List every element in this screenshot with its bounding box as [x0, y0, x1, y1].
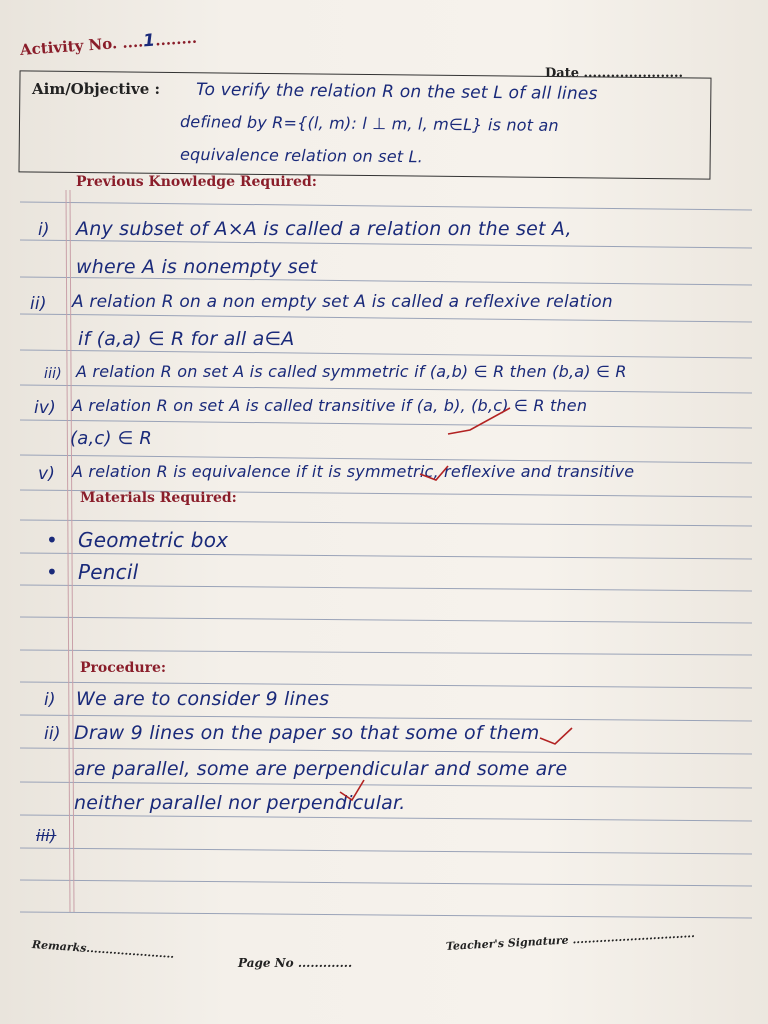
materials-bullet-1: •: [46, 528, 58, 552]
activity-label-text: Activity No. ....: [19, 32, 144, 59]
previous-item-1-line-1: Any subset of A×A is called a relation on the set A,: [76, 218, 572, 240]
procedure-marker-1: i): [44, 690, 56, 710]
procedure-item-2-line-2: are parallel, some are perpendicular and some are: [74, 758, 568, 780]
aim-line-3: equivalence relation on set L.: [179, 144, 424, 167]
activity-number: 1: [142, 30, 156, 52]
procedure-item-2-line-3: neither parallel nor perpendicular.: [74, 792, 406, 814]
materials-item-2: Pencil: [78, 560, 139, 584]
check-mark-1: [448, 408, 510, 434]
procedure-item-1-line-1: We are to consider 9 lines: [76, 688, 330, 710]
previous-item-2-line-1: A relation R on a non empty set A is called a reflexive relation: [72, 292, 613, 312]
aim-label-text: Aim/Objective: [32, 80, 150, 98]
previous-item-3-line-1: A relation R on set A is called symmetric if (a,b) ∈ R then (b,a) ∈ R: [76, 362, 627, 381]
procedure-marker-3: iii): [36, 826, 57, 845]
previous-item-4-line-2: (a,c) ∈ R: [70, 428, 153, 449]
page-number-label: Page No .............: [238, 956, 353, 970]
previous-marker-2: ii): [30, 294, 47, 314]
activity-trail: ........: [154, 28, 198, 50]
previous-marker-5: v): [38, 464, 56, 484]
materials-bullet-2: •: [46, 560, 58, 584]
aim-line-1: To verify the relation R on the set L of all lines: [195, 79, 598, 105]
previous-marker-3: iii): [44, 366, 62, 382]
aim-colon: :: [154, 80, 161, 98]
check-mark-2: [420, 466, 448, 480]
procedure-heading: Procedure:: [80, 660, 167, 676]
procedure-marker-2: ii): [44, 724, 61, 744]
previous-item-1-line-2: where A is nonempty set: [76, 256, 318, 278]
previous-marker-4: iv): [34, 398, 57, 418]
materials-heading: Materials Required:: [80, 490, 237, 506]
procedure-item-2-line-1: Draw 9 lines on the paper so that some of them: [74, 722, 540, 744]
date-label: Date ......................: [545, 66, 684, 81]
remarks-label: Remarks.......................: [31, 938, 175, 961]
previous-marker-1: i): [38, 220, 50, 240]
previous-knowledge-heading: Previous Knowledge Required:: [76, 174, 317, 190]
check-mark-4: [340, 780, 364, 800]
previous-item-4-line-1: A relation R on set A is called transitive if (a, b), (b,c) ∈ R then: [72, 396, 588, 415]
teacher-signature-label: Teacher's Signature ................................: [445, 926, 696, 953]
check-mark-3: [540, 728, 572, 744]
previous-item-2-line-2: if (a,a) ∈ R for all a∈A: [78, 328, 295, 350]
materials-item-1: Geometric box: [78, 528, 229, 552]
aim-line-2: defined by R={(l, m): l ⊥ m, l, m∈L} is not an: [179, 112, 559, 135]
previous-item-5-line-1: A relation R is equivalence if it is symmetric, reflexive and transitive: [72, 462, 635, 481]
